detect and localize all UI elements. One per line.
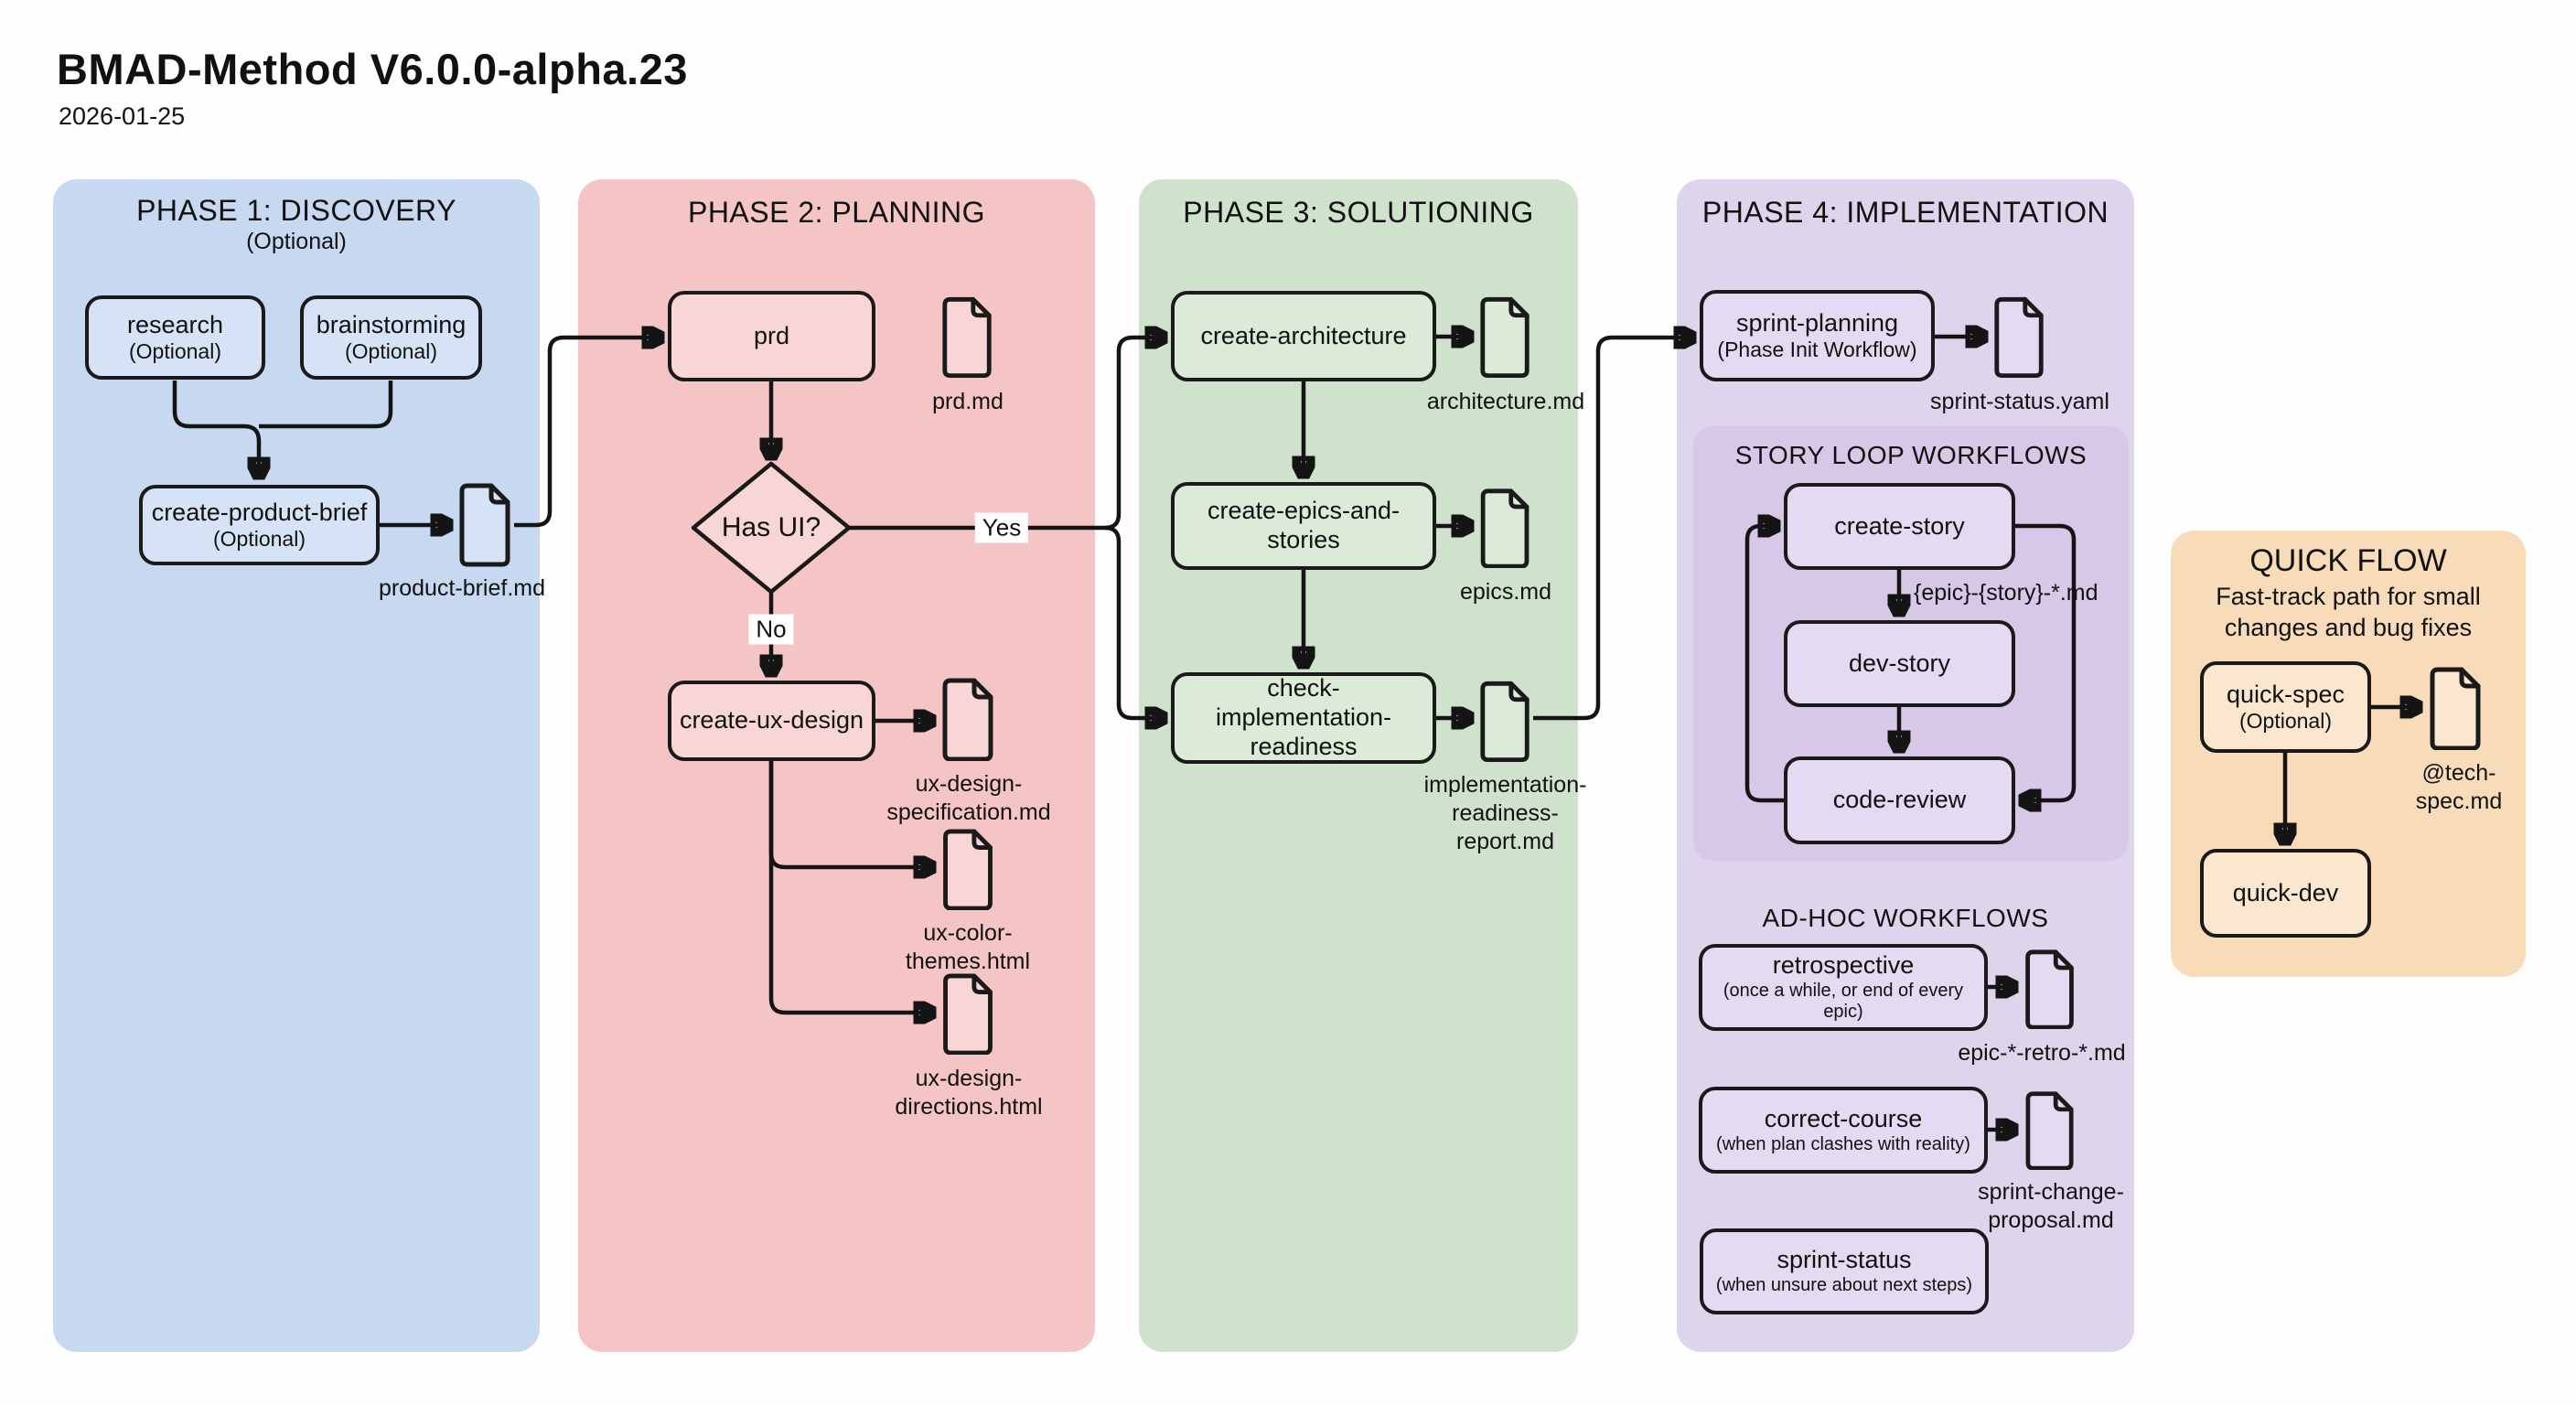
prd-label: prd: [753, 321, 790, 349]
epics-doc-label: epics.md: [1459, 579, 1552, 605]
code-review-node: [1784, 756, 2015, 844]
sprint-planning-label: sprint-planning: [1735, 308, 1899, 337]
create-story-label: create-story: [1834, 511, 1965, 540]
correct-course-label: correct-course: [1764, 1104, 1923, 1132]
prd-doc-icon: [939, 295, 996, 379]
tech-spec-doc-icon: [2426, 666, 2486, 750]
create-product-brief-node: [139, 485, 380, 565]
dev-story-label: dev-story: [1848, 649, 1951, 677]
create-ux-design-node: [668, 681, 875, 761]
tech-spec-doc-label: @tech-spec.md: [2415, 760, 2503, 814]
code-review-label: code-review: [1832, 786, 1967, 814]
retrospective-label: retrospective: [1772, 950, 1915, 979]
correct-course-node: [1699, 1087, 1988, 1174]
retrospective-note: (once a while, or end of every epic): [1723, 980, 1964, 1023]
ux-color-doc-icon: [939, 828, 998, 910]
phase2-title: PHASE 2: PLANNING: [687, 196, 986, 229]
product-brief-doc-label: product-brief.md: [378, 575, 546, 601]
create-epics-label: create-epics-and-stories: [1207, 497, 1401, 553]
create-story-node: [1784, 483, 2015, 570]
quick-spec-node: [2200, 661, 2371, 753]
research-label: research: [126, 310, 224, 338]
quick-spec-note: (Optional): [2239, 709, 2332, 734]
ux-directions-doc-icon: [939, 972, 998, 1055]
page-title: BMAD-Method V6.0.0-alpha.23: [57, 45, 688, 93]
story-loop-title: STORY LOOP WORKFLOWS: [1734, 441, 2088, 469]
ux-color-doc-label: ux-color-themes.html: [905, 920, 1031, 974]
epics-doc-icon: [1477, 488, 1534, 568]
yes-edge-label: Yes: [975, 513, 1028, 543]
research-node: [85, 295, 265, 380]
retro-doc-icon: [2022, 949, 2079, 1029]
no-edge-label: No: [748, 615, 793, 645]
phase1-subtitle: (Optional): [246, 229, 347, 254]
quick-spec-label: quick-spec: [2226, 680, 2345, 708]
quick-flow-subtitle: Fast-track path for small changes and bug fixes: [2216, 583, 2481, 641]
brainstorming-note: (Optional): [345, 339, 437, 364]
quick-dev-label: quick-dev: [2232, 878, 2339, 906]
ux-spec-doc-label: ux-design-specification.md: [886, 771, 1051, 825]
sprint-status-label: sprint-status: [1776, 1246, 1912, 1274]
ux-spec-doc-icon: [939, 677, 998, 761]
create-product-brief-label: create-product-brief: [151, 498, 368, 526]
adhoc-title: AD-HOC WORKFLOWS: [1762, 904, 2049, 932]
architecture-doc-label: architecture.md: [1426, 389, 1585, 414]
check-readiness-node: [1171, 672, 1436, 764]
sprint-planning-note: (Phase Init Workflow): [1717, 338, 1917, 362]
sprint-status-note: (when unsure about next steps): [1715, 1275, 1973, 1296]
has-ui-label: Has UI?: [721, 512, 821, 542]
quick-dev-node: [2200, 849, 2371, 938]
sprint-status-doc-label: sprint-status.yaml: [1930, 389, 2109, 414]
ux-directions-doc-label: ux-design-directions.html: [895, 1066, 1043, 1120]
change-doc-icon: [2022, 1090, 2079, 1170]
sprint-planning-node: [1700, 290, 1935, 381]
dev-story-node: [1784, 620, 2015, 707]
retrospective-node: [1699, 944, 1988, 1031]
page-date: 2026-01-25: [59, 102, 186, 130]
phase3-title: PHASE 3: SOLUTIONING: [1183, 196, 1534, 229]
sprint-status-node: [1700, 1228, 1989, 1314]
create-ux-design-label: create-ux-design: [679, 706, 864, 735]
story-file-edge-label: {epic}-{story}-*.md: [1914, 580, 2098, 606]
create-architecture-label: create-architecture: [1200, 321, 1407, 349]
create-architecture-node: [1171, 291, 1436, 381]
quick-flow-title: QUICK FLOW: [2249, 543, 2447, 578]
create-product-brief-note: (Optional): [213, 527, 306, 552]
phase1-title: PHASE 1: DISCOVERY: [136, 194, 456, 227]
correct-course-note: (when plan clashes with reality): [1716, 1133, 1970, 1154]
prd-doc-label: prd.md: [932, 389, 1004, 414]
change-doc-label: sprint-change-proposal.md: [1978, 1179, 2124, 1233]
product-brief-doc-icon: [456, 481, 515, 567]
brainstorming-label: brainstorming: [316, 310, 467, 338]
prd-node: [668, 291, 875, 381]
check-readiness-label: check-implementation-readiness: [1215, 674, 1392, 760]
phase4-title: PHASE 4: IMPLEMENTATION: [1701, 196, 2109, 229]
architecture-doc-icon: [1477, 295, 1534, 378]
research-note: (Optional): [129, 339, 221, 364]
readiness-doc-label: implementation-readiness-report.md: [1423, 772, 1587, 854]
sprint-status-doc-icon: [1991, 295, 2048, 379]
readiness-doc-icon: [1477, 680, 1534, 762]
brainstorming-node: [300, 295, 482, 380]
retro-doc-label: epic-*-retro-*.md: [1958, 1040, 2126, 1066]
create-epics-node: [1171, 482, 1436, 570]
